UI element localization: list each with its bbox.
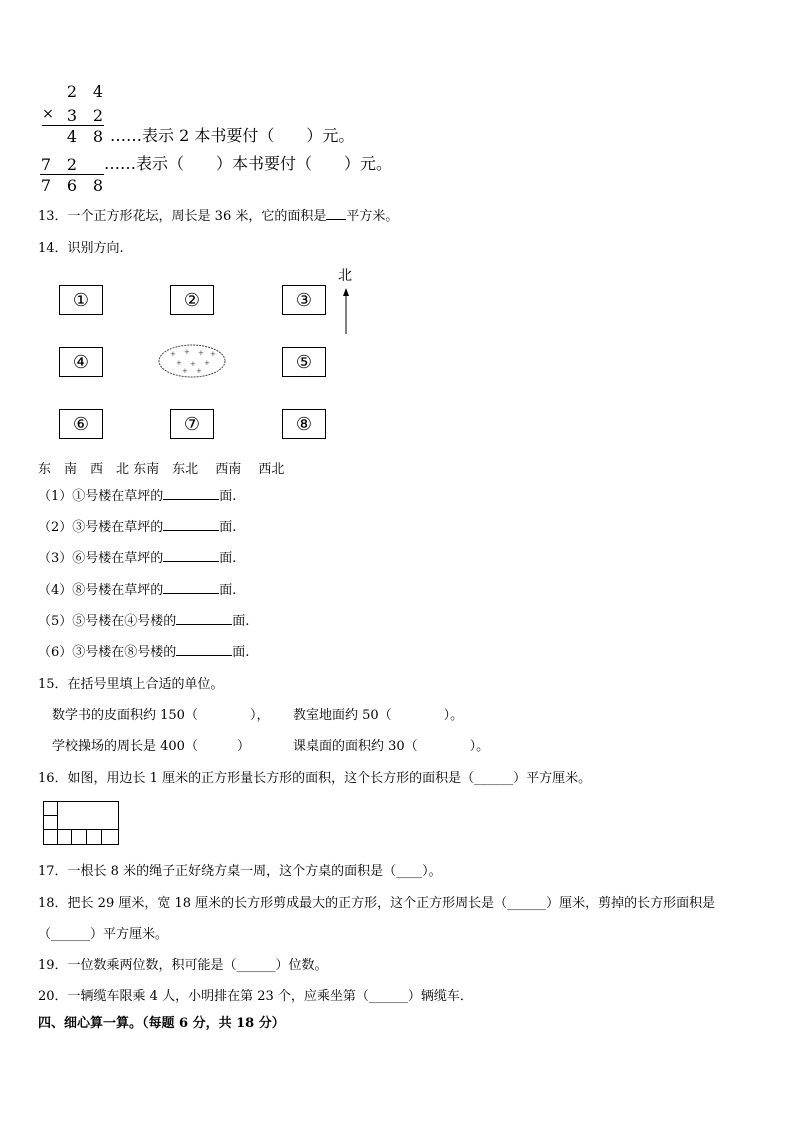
- question-15-title: 15．在括号里填上合适的单位。: [38, 677, 224, 692]
- q14-item: （6）③号楼在⑧号楼的 面.: [38, 645, 250, 660]
- answer-blank[interactable]: [163, 561, 219, 562]
- calc-digit: 2: [66, 155, 78, 174]
- svg-text:+: +: [184, 348, 190, 356]
- grid-square: [71, 829, 87, 845]
- svg-text:+: +: [198, 349, 204, 357]
- answer-blank[interactable]: [163, 499, 219, 500]
- calc-digit: 7: [40, 155, 52, 174]
- q15-item: 教室地面约 50（ ）。: [293, 708, 464, 723]
- calc-line: [42, 125, 104, 126]
- question-19: 19．一位数乘两位数，积可能是（______）位数。: [38, 958, 328, 973]
- question-20: 20．一辆缆车限乘 4 人，小明排在第 23 个，应乘坐第（______）辆缆车．: [38, 989, 473, 1004]
- q14-item: （3）⑥号楼在草坪的 面.: [38, 551, 237, 566]
- question-18-line1: 18．把长 29 厘米，宽 18 厘米的长方形剪成最大的正方形，这个正方形周长是（______）厘米，剪掉的长方形面积是: [38, 896, 716, 911]
- calc-digit: 2: [66, 82, 78, 101]
- answer-blank[interactable]: [163, 593, 219, 594]
- multiply-sign: ×: [42, 106, 54, 122]
- q13-text: 平方米。: [346, 209, 399, 224]
- north-arrow-icon: [340, 287, 352, 335]
- question-18-line2: （______）平方厘米。: [38, 927, 169, 942]
- question-14-title: 14．识别方向.: [38, 241, 124, 256]
- building-box: ①: [59, 285, 103, 315]
- q15-item: 课桌面的面积约 30（ ）。: [293, 739, 490, 754]
- building-box: ④: [59, 347, 103, 377]
- building-box: ⑤: [282, 347, 326, 377]
- question-17: 17．一根长 8 米的绳子正好绕方桌一周，这个方桌的面积是（____）。: [38, 864, 442, 879]
- building-box: ②: [170, 285, 214, 315]
- grid-square: [86, 829, 102, 845]
- calc-digit: 2: [92, 106, 104, 125]
- calc-digit: 8: [92, 176, 104, 195]
- lawn-ellipse: [156, 342, 228, 380]
- north-label: 北: [338, 268, 352, 284]
- q15-item: 数学书的皮面积约 150（ ），: [52, 708, 270, 723]
- calc-note: ……表示（ ）本书要付（ ）元。: [104, 154, 393, 173]
- section-4-title: 四、细心算一算。（每题 6 分，共 18 分）: [38, 1016, 285, 1031]
- building-box: ⑥: [59, 409, 103, 439]
- rectangle-grid: [43, 801, 119, 845]
- answer-blank[interactable]: [176, 655, 232, 656]
- q14-item: （1）①号楼在草坪的 面.: [38, 489, 237, 504]
- calc-digit: 7: [40, 176, 52, 195]
- svg-text:+: +: [170, 350, 176, 358]
- calc-digit: 8: [92, 127, 104, 146]
- q14-item: （5）⑤号楼在④号楼的 面.: [38, 614, 250, 629]
- svg-text:+: +: [210, 350, 216, 358]
- calc-digit: 4: [92, 82, 104, 101]
- q14-item: （4）⑧号楼在草坪的 面.: [38, 583, 237, 598]
- svg-text:+: +: [190, 360, 196, 368]
- svg-text:+: +: [182, 367, 188, 375]
- calc-line: [40, 174, 104, 175]
- building-box: ⑧: [282, 409, 326, 439]
- svg-text:+: +: [196, 367, 202, 375]
- calc-note: ……表示 2 本书要付（ ）元。: [110, 126, 355, 145]
- q15-item: 学校操场的周长是 400（ ）: [52, 739, 250, 754]
- question-13: [38, 209, 398, 225]
- building-box: ⑦: [170, 409, 214, 439]
- grid-square: [101, 829, 119, 845]
- q13-text: 13．一个正方形花坛，周长是 36 米，它的面积是: [38, 209, 327, 224]
- q14-item: （2）③号楼在草坪的 面.: [38, 520, 237, 535]
- svg-text:+: +: [204, 359, 210, 367]
- building-box: ③: [282, 285, 326, 315]
- calc-digit: 4: [66, 127, 78, 146]
- grid-square: [43, 801, 58, 816]
- svg-text:+: +: [176, 359, 182, 367]
- answer-blank[interactable]: [176, 624, 232, 625]
- grid-square: [43, 829, 58, 845]
- answer-blank[interactable]: [326, 219, 346, 220]
- grid-square: [57, 829, 72, 845]
- direction-options: 东 南 西 北 东南 东北 西南 西北: [38, 462, 285, 477]
- calc-digit: 3: [66, 106, 78, 125]
- question-16: 16．如图，用边长 1 厘米的正方形量长方形的面积，这个长方形的面积是（______）平方厘米。: [38, 771, 592, 786]
- grid-square: [43, 815, 58, 830]
- calc-digit: 6: [66, 176, 78, 195]
- answer-blank[interactable]: [163, 530, 219, 531]
